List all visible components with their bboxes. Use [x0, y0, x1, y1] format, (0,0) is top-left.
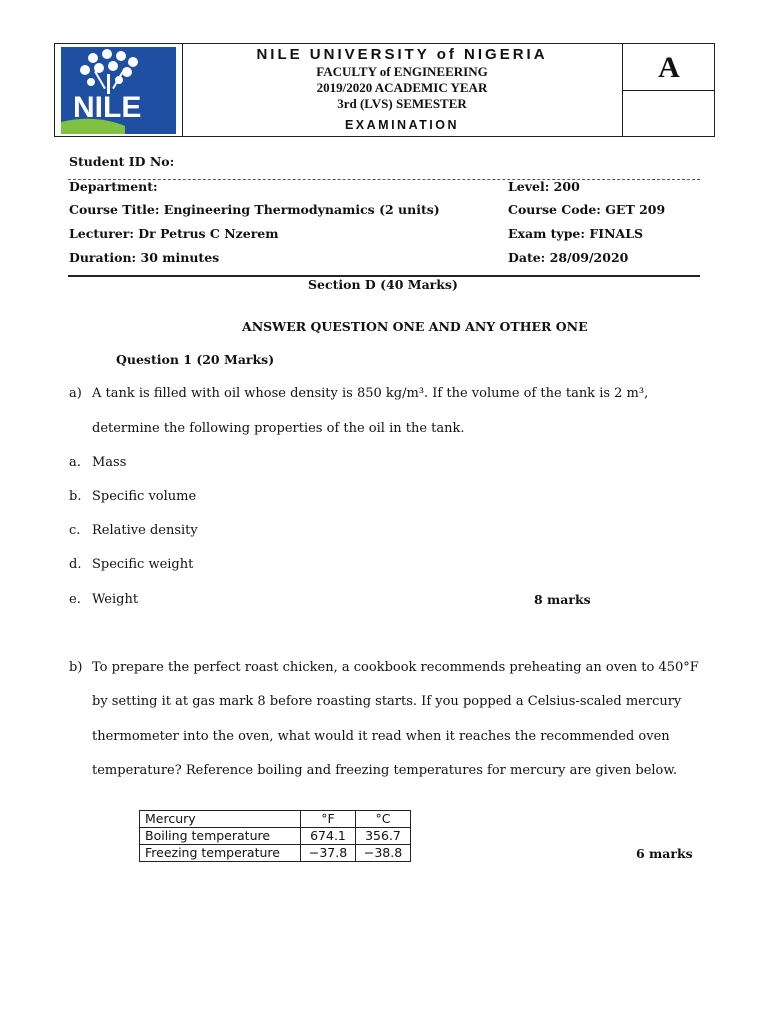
table-cell: −37.8: [301, 845, 356, 862]
item-marker: b.: [69, 489, 82, 504]
item-relative-density: Relative density: [92, 523, 198, 538]
part-b-marks: 6 marks: [636, 846, 693, 861]
table-row: [140, 828, 411, 845]
logo-cell: [55, 44, 183, 136]
table-cell: −38.8: [356, 845, 411, 862]
question-1-title: Question 1 (20 Marks): [116, 352, 275, 367]
part-b-line-4: temperature? Reference boiling and freezing temperatures for mercury are given below.: [92, 763, 678, 778]
exam-date: Date: 28/09/2020: [508, 250, 629, 265]
table-cell: 356.7: [356, 828, 411, 845]
course-code: Course Code: GET 209: [508, 202, 666, 217]
item-marker: c.: [69, 523, 81, 538]
part-b-marker: b): [69, 660, 83, 675]
table-header-cell: Mercury: [140, 811, 301, 828]
faculty-name: FACULTY of ENGINEERING: [316, 64, 488, 79]
nile-university-logo: [55, 44, 182, 136]
semester: 3rd (LVS) SEMESTER: [337, 96, 467, 111]
table-header-cell: °F: [301, 811, 356, 828]
duration: Duration: 30 minutes: [69, 250, 220, 265]
table-cell: Boiling temperature: [140, 828, 301, 845]
item-specific-weight: Specific weight: [92, 557, 194, 572]
item-specific-volume: Specific volume: [92, 489, 197, 504]
part-a-marker: a): [69, 386, 82, 401]
table-header-row: [140, 811, 411, 828]
item-weight: Weight: [92, 592, 139, 607]
part-a-marks: 8 marks: [534, 592, 591, 607]
exam-type: Exam type: FINALS: [508, 226, 644, 241]
table-cell: 674.1: [301, 828, 356, 845]
item-marker: d.: [69, 557, 82, 572]
examination-label: EXAMINATION: [344, 118, 460, 132]
paper-code: A: [623, 44, 715, 91]
mercury-table: [139, 810, 411, 862]
lecturer: Lecturer: Dr Petrus C Nzerem: [69, 226, 279, 241]
exam-header: [54, 43, 715, 137]
part-b-line-2: by setting it at gas mark 8 before roasting starts. If you popped a Celsius-scaled mercury: [92, 694, 682, 709]
instruction: ANSWER QUESTION ONE AND ANY OTHER ONE: [242, 319, 588, 334]
part-b-line-3: thermometer into the oven, what would it read when it reaches the recommended oven: [92, 729, 670, 744]
course-title: Course Title: Engineering Thermodynamics (2 units): [69, 202, 440, 217]
item-marker: e.: [69, 592, 81, 607]
header-titles: [182, 44, 622, 136]
section-title: Section D (40 Marks): [308, 277, 458, 292]
item-marker: a.: [69, 455, 81, 470]
part-a-line-2: determine the following properties of the oil in the tank.: [92, 421, 465, 436]
university-name: NILE UNIVERSITY of NIGERIA: [256, 46, 548, 63]
part-a-line-1: A tank is filled with oil whose density is 850 kg/m³. If the volume of the tank is 2 m³,: [92, 386, 649, 401]
table-header-cell: °C: [356, 811, 411, 828]
dashed-divider: [68, 179, 700, 180]
student-id-label: Student ID No:: [69, 154, 175, 169]
table-row: [140, 845, 411, 862]
academic-year: 2019/2020 ACADEMIC YEAR: [316, 80, 488, 95]
logo-text: NILE: [73, 91, 142, 124]
part-b-line-1: To prepare the perfect roast chicken, a cookbook recommends preheating an oven to 450°F: [92, 660, 699, 675]
table-cell: Freezing temperature: [140, 845, 301, 862]
item-mass: Mass: [92, 455, 127, 470]
paper-code-cell: [622, 44, 715, 136]
department-label: Department:: [69, 179, 158, 194]
level-label: Level: 200: [508, 179, 580, 194]
